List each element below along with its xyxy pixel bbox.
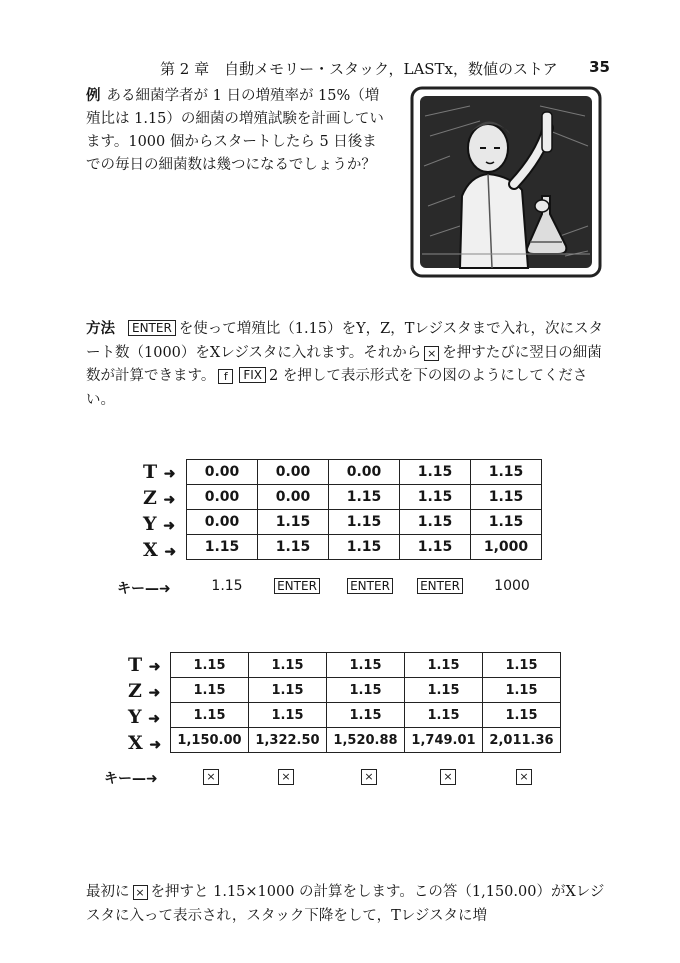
example-paragraph — [86, 85, 386, 177]
table-cell: 0.00 — [258, 485, 329, 510]
table-row — [187, 485, 542, 510]
table-cell: 1.15 — [327, 678, 405, 703]
method-paragraph — [86, 318, 616, 412]
scientist-illustration — [410, 86, 602, 278]
multiply-key: × — [203, 769, 219, 785]
method-text-1: を使って増殖比（1.15）をY，Z，Tレジスタまで入れ，次にスタート数（1000）をXレジスタに入れます。それから — [86, 321, 603, 361]
method-text-2: を押すたびに翌日の細菌数が計算できます。 — [86, 344, 602, 384]
f-key: f — [218, 369, 233, 384]
multiply-key: × — [440, 769, 456, 785]
table-cell: 2,011.36 — [483, 728, 561, 753]
table-row — [187, 460, 542, 485]
stack-label-z: Z ➜ — [143, 487, 176, 509]
example-label: 例 — [86, 88, 101, 104]
table-cell: 1.15 — [327, 703, 405, 728]
key-row-label: キー—➜ — [117, 581, 171, 597]
stack-table-2 — [170, 652, 561, 753]
table-cell: 1.15 — [329, 535, 400, 560]
table-cell: 1.15 — [400, 535, 471, 560]
key-row-1 — [117, 578, 537, 598]
chapter-title: 第 2 章 自動メモリー・スタック，LASTx，数値のストア — [160, 60, 558, 78]
table-cell: 1.15 — [329, 510, 400, 535]
table-cell: 1.15 — [258, 535, 329, 560]
table-cell: 1.15 — [483, 678, 561, 703]
enter-key: ENTER — [417, 578, 463, 594]
example-text: ある細菌学者が 1 日の増殖率が 15%（増殖比は 1.15）の細菌の増殖試験を計画しています。1000 個からスタートしたら 5 日後までの毎日の細菌数は幾つになるでしょうか？ — [86, 88, 384, 173]
table-row — [171, 703, 561, 728]
stack-label-x: X ➜ — [128, 732, 162, 754]
enter-key: ENTER — [274, 578, 320, 594]
multiply-key: × — [424, 346, 439, 361]
table-cell: 1.15 — [483, 703, 561, 728]
enter-key: ENTER — [128, 320, 176, 336]
footer-paragraph — [86, 880, 616, 928]
table-cell: 0.00 — [258, 460, 329, 485]
table-cell: 0.00 — [187, 510, 258, 535]
table-cell: 1,322.50 — [249, 728, 327, 753]
table-cell: 1.15 — [405, 703, 483, 728]
table-cell: 0.00 — [187, 460, 258, 485]
table-cell: 1.15 — [471, 510, 542, 535]
method-label: 方法 — [86, 321, 115, 337]
table-row — [187, 510, 542, 535]
table-cell: 1.15 — [405, 678, 483, 703]
stack-label-z: Z ➜ — [128, 680, 161, 702]
table-cell: 1.15 — [171, 678, 249, 703]
stack-label-y: Y ➜ — [128, 706, 160, 728]
method-text-3: 2 を押して表示形式を下の図のようにしてください。 — [86, 368, 588, 408]
footer-text-2: を押すと 1.15×1000 の計算をします。この答（1,150.00）がXレジスタに入って表示され，スタック下降をして，Tレジスタに増 — [86, 884, 605, 924]
table-row — [171, 653, 561, 678]
table-cell: 1,150.00 — [171, 728, 249, 753]
multiply-key: × — [516, 769, 532, 785]
multiply-key: × — [133, 885, 148, 900]
table-cell: 1.15 — [400, 485, 471, 510]
table-cell: 1.15 — [249, 703, 327, 728]
table-cell: 0.00 — [187, 485, 258, 510]
table-cell: 1.15 — [327, 653, 405, 678]
stack-label-x: X ➜ — [143, 539, 177, 561]
table-row — [171, 678, 561, 703]
table-row — [171, 728, 561, 753]
stack-label-y: Y ➜ — [143, 513, 175, 535]
key-1.15: 1.15 — [211, 578, 243, 594]
fix-key: FIX — [239, 367, 266, 383]
table-row — [187, 535, 542, 560]
enter-key: ENTER — [347, 578, 393, 594]
stack-label-t: T ➜ — [143, 461, 176, 483]
table-cell: 1,520.88 — [327, 728, 405, 753]
table-cell: 1.15 — [187, 535, 258, 560]
running-header — [160, 58, 610, 79]
table-cell: 1.15 — [400, 510, 471, 535]
table-cell: 1.15 — [483, 653, 561, 678]
table-cell: 1,000 — [471, 535, 542, 560]
table-cell: 1.15 — [329, 485, 400, 510]
table-cell: 1.15 — [171, 703, 249, 728]
table-cell: 1.15 — [405, 653, 483, 678]
table-cell: 1.15 — [471, 460, 542, 485]
table-cell: 0.00 — [329, 460, 400, 485]
stack-table-1 — [186, 459, 542, 560]
key-row-label: キー—➜ — [104, 771, 158, 787]
table-cell: 1.15 — [471, 485, 542, 510]
footer-text-1: 最初に — [86, 884, 130, 900]
table-cell: 1.15 — [249, 653, 327, 678]
multiply-key: × — [278, 769, 294, 785]
page-number: 35 — [589, 58, 610, 76]
table-cell: 1.15 — [400, 460, 471, 485]
key-1000: 1000 — [494, 578, 530, 594]
stack-label-t: T ➜ — [128, 654, 161, 676]
table-cell: 1.15 — [249, 678, 327, 703]
key-row-2 — [104, 768, 574, 788]
table-cell: 1.15 — [258, 510, 329, 535]
table-cell: 1.15 — [171, 653, 249, 678]
table-cell: 1,749.01 — [405, 728, 483, 753]
multiply-key: × — [361, 769, 377, 785]
